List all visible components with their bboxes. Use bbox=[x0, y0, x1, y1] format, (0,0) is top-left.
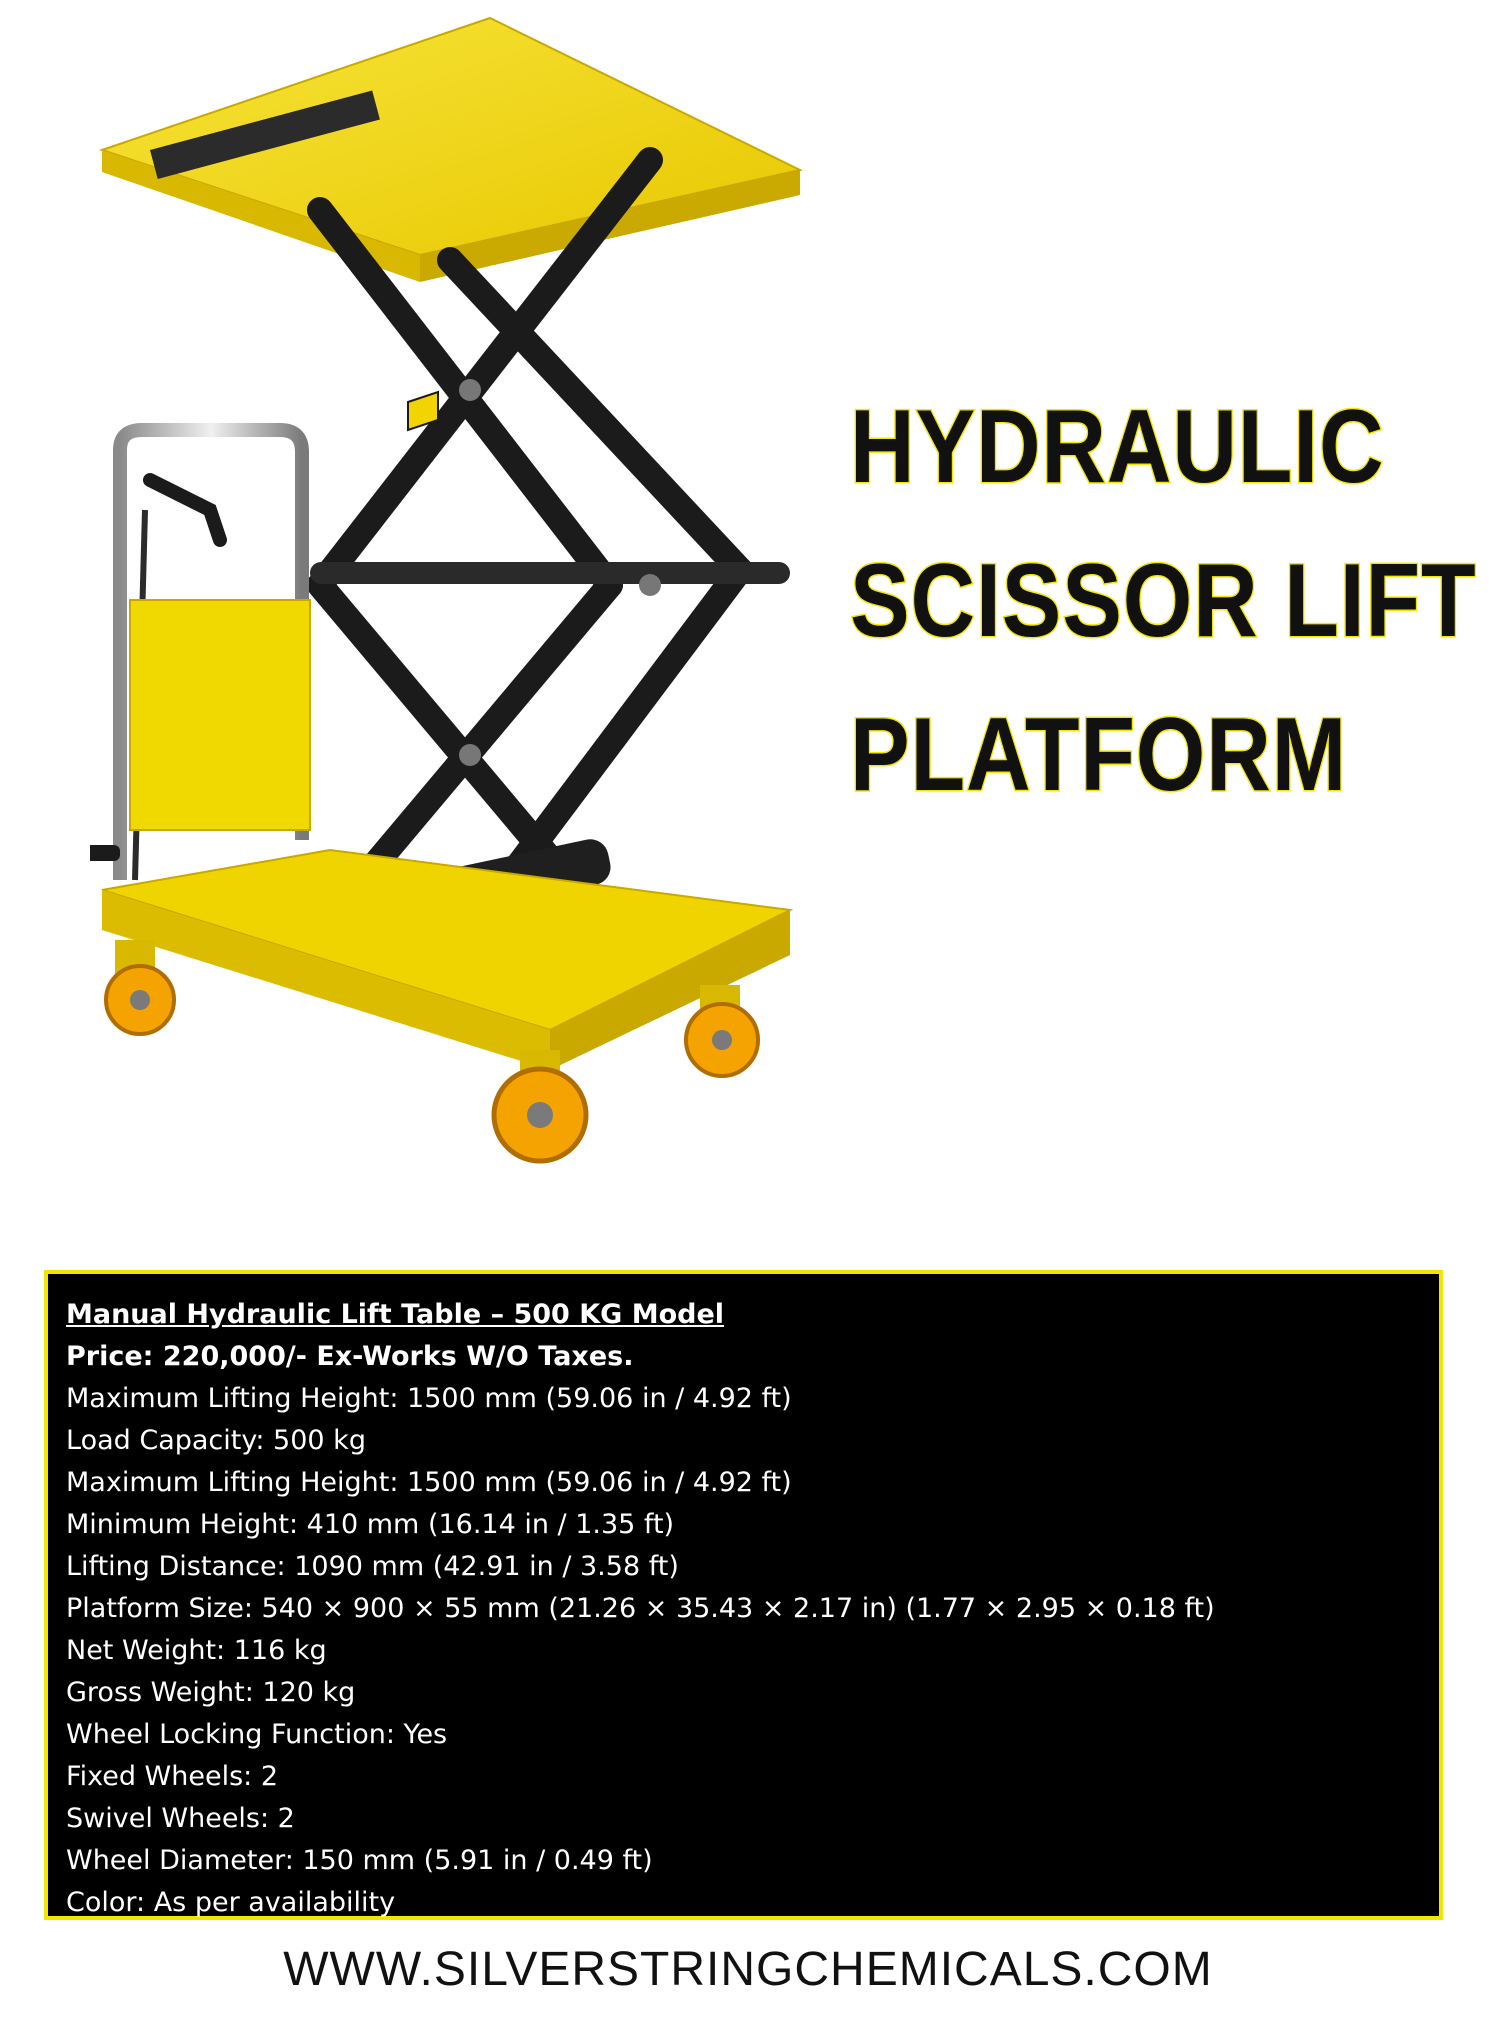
spec-item: Color: As per availability bbox=[66, 1887, 396, 1918]
pivot-bolt bbox=[459, 744, 481, 766]
pivot-bolt bbox=[459, 379, 481, 401]
spec-item: Maximum Lifting Height: 1500 mm (59.06 in / 4.92 ft) bbox=[66, 1383, 792, 1414]
spec-item: Wheel Diameter: 150 mm (5.91 in / 0.49 ft) bbox=[66, 1845, 653, 1876]
spec-item: Wheel Locking Function: Yes bbox=[66, 1719, 448, 1750]
headline bbox=[850, 370, 1477, 832]
headline-line-2: SCISSOR LIFT bbox=[850, 543, 1477, 659]
spec-item: Maximum Lifting Height: 1500 mm (59.06 in / 4.92 ft) bbox=[66, 1467, 792, 1498]
spec-item: Swivel Wheels: 2 bbox=[66, 1803, 295, 1834]
spec-item: Gross Weight: 120 kg bbox=[66, 1677, 356, 1708]
top-platform bbox=[102, 18, 800, 282]
headline-line-1: HYDRAULIC bbox=[850, 389, 1385, 505]
spec-item: Fixed Wheels: 2 bbox=[66, 1761, 279, 1792]
handle-panel bbox=[130, 600, 310, 830]
scissor-arms bbox=[320, 160, 740, 930]
spec-item: Net Weight: 116 kg bbox=[66, 1635, 327, 1666]
spec-item: Platform Size: 540 × 900 × 55 mm (21.26 × 35.43 × 2.17 in) (1.77 × 2.95 × 0.18 ft) bbox=[66, 1593, 1215, 1624]
spec-title: Manual Hydraulic Lift Table – 500 KG Model bbox=[66, 1299, 725, 1330]
pivot-bolt bbox=[639, 574, 661, 596]
spec-item: Lifting Distance: 1090 mm (42.91 in / 3.58 ft) bbox=[66, 1551, 679, 1582]
spec-item: Load Capacity: 500 kg bbox=[66, 1425, 366, 1456]
spec-item: Minimum Height: 410 mm (16.14 in / 1.35 ft) bbox=[66, 1509, 675, 1540]
foot-pedal bbox=[90, 845, 120, 861]
spec-price: Price: 220,000/- Ex-Works W/O Taxes. bbox=[66, 1341, 634, 1372]
product-image bbox=[90, 10, 830, 1220]
cross-bar bbox=[310, 562, 790, 584]
headline-line-3: PLATFORM bbox=[850, 697, 1348, 813]
website-url[interactable]: WWW.SILVERSTRINGCHEMICALS.COM bbox=[283, 1943, 1213, 1996]
specifications-box bbox=[44, 1270, 1443, 1920]
